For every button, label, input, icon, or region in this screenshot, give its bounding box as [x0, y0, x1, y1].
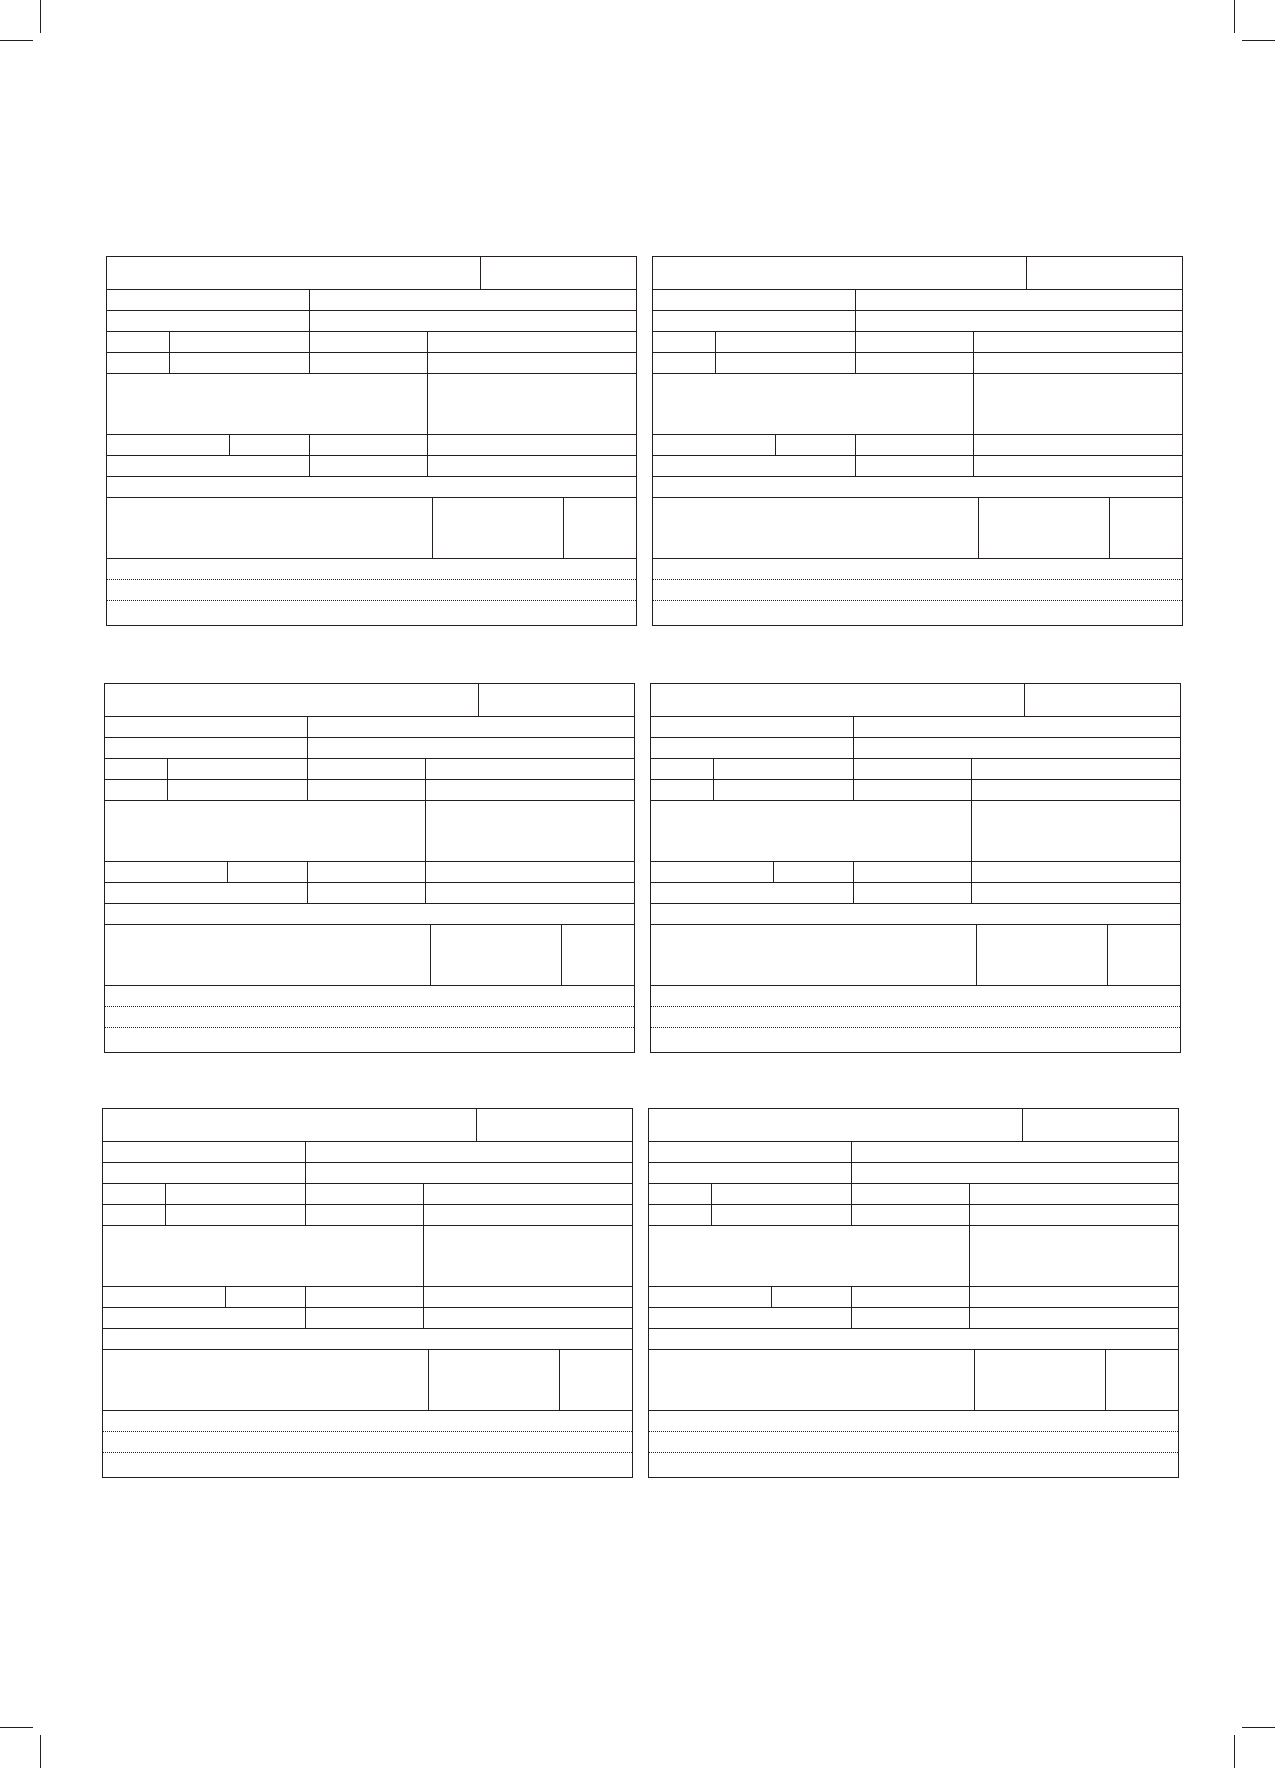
dotted-line	[649, 1431, 1178, 1432]
column-line	[971, 800, 972, 861]
column-line	[973, 373, 974, 434]
column-line	[229, 434, 230, 455]
row-line	[649, 1349, 1178, 1350]
row-line	[653, 497, 1182, 498]
crop-mark-bottom-right-v	[1234, 1735, 1235, 1768]
column-line	[432, 497, 433, 558]
row-line	[653, 352, 1182, 353]
row-line	[103, 1349, 632, 1350]
row-line	[107, 476, 636, 477]
dotted-line	[105, 1027, 634, 1028]
row-line	[653, 476, 1182, 477]
crop-mark-top-right-h	[1242, 40, 1275, 41]
column-line	[425, 800, 426, 861]
column-line	[1022, 1109, 1023, 1141]
column-line	[1024, 684, 1025, 716]
crop-mark-top-left-v	[40, 0, 41, 33]
row-line	[649, 1183, 1178, 1184]
row-line	[649, 1225, 1178, 1226]
column-line	[974, 1349, 975, 1410]
row-line	[651, 758, 1180, 759]
blank-form-card-4	[650, 683, 1181, 1053]
row-line	[107, 331, 636, 332]
column-line	[227, 861, 228, 882]
dotted-line	[649, 1452, 1178, 1453]
blank-form-card-2	[652, 256, 1183, 626]
row-line	[649, 1204, 1178, 1205]
row-line	[103, 1204, 632, 1205]
column-line	[969, 1225, 970, 1286]
column-line	[1026, 257, 1027, 289]
row-line	[107, 434, 636, 435]
blank-form-card-6	[648, 1108, 1179, 1478]
dotted-line	[651, 1006, 1180, 1007]
row-line	[105, 924, 634, 925]
column-line	[428, 1349, 429, 1410]
row-line	[651, 800, 1180, 801]
row-line	[103, 1328, 632, 1329]
row-line	[103, 1307, 632, 1308]
row-line	[653, 373, 1182, 374]
row-line	[103, 1162, 632, 1163]
column-line	[476, 1109, 477, 1141]
row-line	[651, 779, 1180, 780]
crop-mark-top-left-h	[0, 40, 33, 41]
row-line	[105, 985, 634, 986]
crop-mark-bottom-left-h	[0, 1727, 33, 1728]
column-line	[478, 684, 479, 716]
row-line	[105, 882, 634, 883]
row-line	[653, 331, 1182, 332]
column-line	[978, 497, 979, 558]
column-line	[559, 1349, 560, 1410]
row-line	[651, 716, 1180, 717]
row-line	[651, 861, 1180, 862]
row-line	[105, 737, 634, 738]
row-line	[653, 434, 1182, 435]
column-line	[225, 1286, 226, 1307]
row-line	[649, 1328, 1178, 1329]
row-line	[653, 455, 1182, 456]
row-line	[651, 903, 1180, 904]
dotted-line	[653, 600, 1182, 601]
row-line	[107, 352, 636, 353]
blank-form-card-1	[106, 256, 637, 626]
row-line	[105, 779, 634, 780]
row-line	[103, 1225, 632, 1226]
row-line	[105, 758, 634, 759]
row-line	[649, 1307, 1178, 1308]
row-line	[105, 716, 634, 717]
column-line	[430, 924, 431, 985]
crop-mark-bottom-right-h	[1242, 1727, 1275, 1728]
column-line	[561, 924, 562, 985]
row-line	[653, 310, 1182, 311]
crop-mark-bottom-left-v	[40, 1735, 41, 1768]
row-line	[651, 985, 1180, 986]
row-line	[103, 1286, 632, 1287]
dotted-line	[103, 1452, 632, 1453]
row-line	[103, 1141, 632, 1142]
row-line	[107, 373, 636, 374]
dotted-line	[651, 1027, 1180, 1028]
dotted-line	[653, 579, 1182, 580]
column-line	[771, 1286, 772, 1307]
crop-mark-top-right-v	[1234, 0, 1235, 33]
dotted-line	[107, 579, 636, 580]
row-line	[107, 497, 636, 498]
row-line	[107, 558, 636, 559]
column-line	[1105, 1349, 1106, 1410]
dotted-line	[103, 1431, 632, 1432]
row-line	[105, 903, 634, 904]
column-line	[563, 497, 564, 558]
dotted-line	[105, 1006, 634, 1007]
column-line	[1107, 924, 1108, 985]
column-line	[775, 434, 776, 455]
row-line	[107, 310, 636, 311]
row-line	[649, 1162, 1178, 1163]
row-line	[653, 289, 1182, 290]
column-line	[423, 1225, 424, 1286]
dotted-line	[107, 600, 636, 601]
row-line	[651, 737, 1180, 738]
blank-form-card-3	[104, 683, 635, 1053]
column-line	[976, 924, 977, 985]
column-line	[480, 257, 481, 289]
column-line	[773, 861, 774, 882]
row-line	[649, 1286, 1178, 1287]
blank-form-card-5	[102, 1108, 633, 1478]
column-line	[1109, 497, 1110, 558]
row-line	[649, 1410, 1178, 1411]
row-line	[103, 1183, 632, 1184]
row-line	[107, 289, 636, 290]
row-line	[653, 558, 1182, 559]
row-line	[651, 924, 1180, 925]
column-line	[427, 373, 428, 434]
row-line	[103, 1410, 632, 1411]
row-line	[105, 861, 634, 862]
row-line	[107, 455, 636, 456]
row-line	[105, 800, 634, 801]
row-line	[651, 882, 1180, 883]
row-line	[649, 1141, 1178, 1142]
